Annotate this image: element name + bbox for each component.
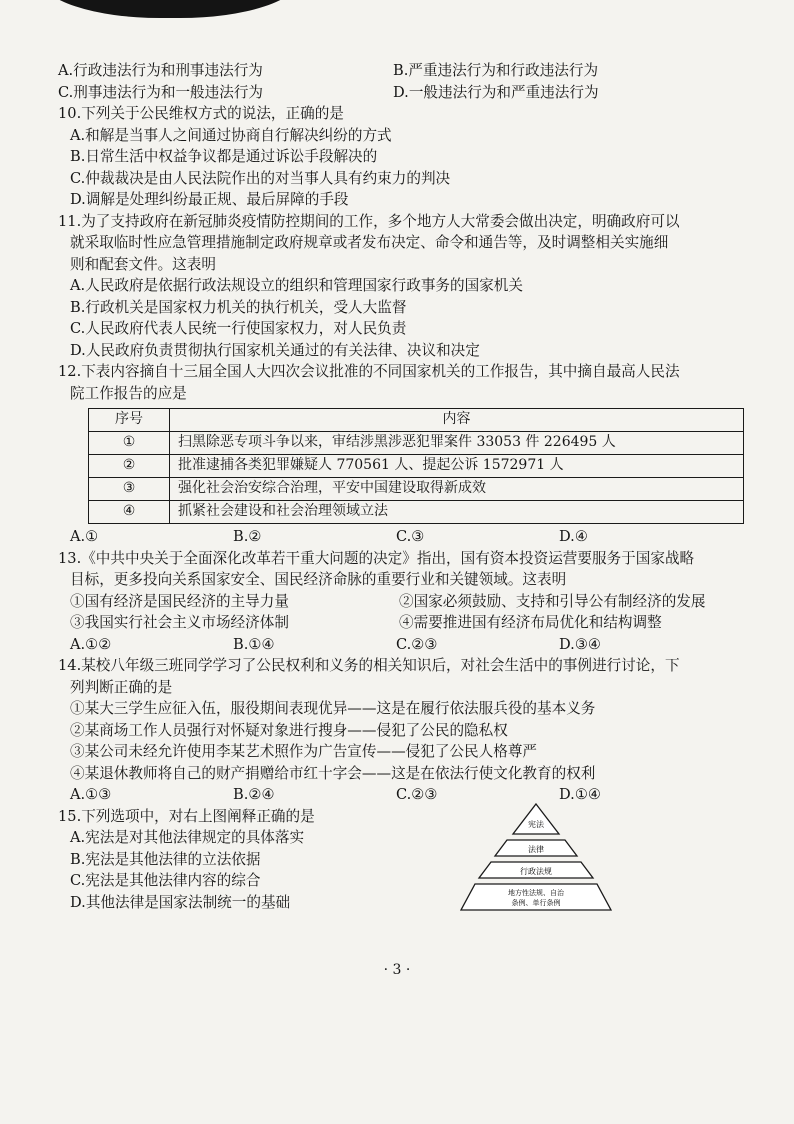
q14-item-4: ④某退休教师将自己的财产捐赠给市红十字会——这是在依法行使文化教育的权利: [70, 764, 596, 782]
q14-option-a: A.①③: [70, 786, 112, 803]
q14-item-2: ②某商场工作人员强行对怀疑对象进行搜身——侵犯了公民的隐私权: [70, 721, 508, 739]
table-cell-no: ③: [89, 478, 170, 501]
pyramid-label-local-regulations-2: 条例、单行条例: [511, 898, 561, 907]
q13-items-row2: [58, 612, 728, 634]
q10-option-a: A.和解是当事人之间通过协商自行解决纠纷的方式: [70, 126, 392, 144]
q13-item-1: ①国有经济是国民经济的主导力量: [70, 592, 289, 610]
q12-option-c: C.③: [396, 528, 425, 545]
q14-item-1: ①某大三学生应征入伍，服役期间表现优异——这是在履行依法服兵役的基本义务: [70, 700, 596, 717]
table-cell-content: 抓紧社会建设和社会治理领域立法: [170, 501, 744, 524]
q14-options: [58, 784, 728, 806]
q9-options-row1: [58, 60, 728, 82]
q13-option-a: A.①②: [70, 635, 112, 653]
table-row: [89, 478, 744, 501]
q12-options: [58, 526, 728, 548]
q14-stem-line2: 列判断正确的是: [70, 678, 173, 696]
q13-items-row1: [58, 591, 728, 613]
q11-option-a: A.人民政府是依据行政法规设立的组织和管理国家行政事务的国家机关: [70, 277, 523, 294]
q10-stem: 10.下列关于公民维权方式的说法，正确的是: [58, 105, 344, 122]
q10-option-d: D.调解是处理纠纷最正规、最后屏障的手段: [70, 191, 349, 208]
q12-stem-line1: 12.下表内容摘自十三届全国人大四次会议批准的不同国家机关的工作报告，其中摘自最高人民法: [58, 363, 680, 380]
q14-item-3: ③某公司未经允许使用李某艺术照作为广告宣传——侵犯了公民人格尊严: [70, 743, 538, 760]
table-row: [89, 432, 744, 455]
q15-option-a: A.宪法是对其他法律规定的具体落实: [70, 829, 305, 846]
table-header-no: 序号: [89, 409, 170, 432]
q12-option-d: D.④: [559, 528, 588, 545]
q13-options: [58, 634, 728, 656]
q11-option-d: D.人民政府负责贯彻执行国家机关通过的有关法律、决议和决定: [70, 341, 480, 359]
legal-hierarchy-pyramid: [446, 802, 626, 914]
q13-option-b: B.①④: [233, 635, 275, 653]
table-row: [89, 501, 744, 524]
q15-option-b: B.宪法是其他法律的立法依据: [70, 850, 261, 868]
q14-option-b: B.②④: [233, 786, 275, 803]
q9-option-c: C.刑事违法行为和一般违法行为: [58, 83, 264, 101]
q15-stem: 15.下列选项中，对右上图阐释正确的是: [58, 807, 315, 825]
q13-item-4: ④需要推进国有经济布局优化和结构调整: [399, 614, 662, 631]
exam-page: [58, 60, 728, 912]
q14-option-c: C.②③: [396, 786, 438, 803]
q11-option-b: B.行政机关是国家权力机关的执行机关，受人大监督: [70, 298, 407, 316]
q13-option-d: D.③④: [559, 635, 601, 653]
pyramid-level-1: [513, 804, 559, 834]
pyramid-label-constitution: 宪法: [528, 819, 544, 829]
q10-option-b: B.日常生活中权益争议都是通过诉讼手段解决的: [70, 148, 378, 165]
q15-block: [58, 806, 728, 912]
table-header-content: 内容: [170, 409, 744, 432]
q14-stem-line1: 14.某校八年级三班同学学习了公民权利和义务的相关知识后，对社会生活中的事例进行讨论，下: [58, 657, 680, 674]
q13-stem-line1: 13.《中共中央关于全面深化改革若干重大问题的决定》指出，国有资本投资运营要服务于国家战略: [58, 549, 695, 567]
pyramid-label-local-regulations-1: 地方性法规、自治: [508, 888, 564, 897]
table-cell-no: ④: [89, 501, 170, 524]
pyramid-label-law: 法律: [528, 844, 544, 854]
q9-option-b: B.严重违法行为和行政违法行为: [393, 62, 599, 79]
q13-stem-line2: 目标，更多投向关系国家安全、国民经济命脉的重要行业和关键领域。这表明: [70, 571, 567, 588]
scan-shadow: [40, 0, 300, 18]
q14-option-d: D.①④: [559, 786, 601, 803]
q9-options-row2: [58, 82, 728, 104]
table-header-row: [89, 409, 744, 432]
q11-option-c: C.人民政府代表人民统一行使国家权力，对人民负责: [70, 320, 407, 337]
q15-option-d: D.其他法律是国家法制统一的基础: [70, 893, 291, 911]
q13-item-2: ②国家必须鼓励、支持和引导公有制经济的发展: [399, 592, 706, 610]
pyramid-label-admin-regulations: 行政法规: [520, 866, 552, 876]
page-number: · 3 ·: [383, 962, 411, 978]
q9-option-d: D.一般违法行为和严重违法行为: [393, 83, 599, 101]
table-cell-no: ①: [89, 432, 170, 455]
table-row: [89, 455, 744, 478]
q11-stem-line1: 11.为了支持政府在新冠肺炎疫情防控期间的工作，多个地方人大常委会做出决定，明确政府可以: [58, 212, 680, 230]
q11-stem-line3: 则和配套文件。这表明: [70, 255, 216, 273]
table-cell-content: 强化社会治安综合治理，平安中国建设取得新成效: [170, 478, 744, 501]
table-cell-content: 批准逮捕各类犯罪嫌疑人 770561 人、提起公诉 1572971 人: [170, 455, 744, 478]
q13-item-3: ③我国实行社会主义市场经济体制: [70, 614, 289, 631]
q12-table: [88, 408, 744, 524]
q9-option-a: A.行政违法行为和刑事违法行为: [58, 62, 263, 79]
q12-stem-line2: 院工作报告的应是: [70, 384, 187, 402]
table-cell-content: 扫黑除恶专项斗争以来，审结涉黑涉恶犯罪案件 33053 件 226495 人: [170, 432, 744, 455]
q15-option-c: C.宪法是其他法律内容的综合: [70, 872, 261, 889]
q12-option-b: B.②: [233, 528, 262, 545]
q12-option-a: A.①: [70, 528, 99, 545]
q10-option-c: C.仲裁裁决是由人民法院作出的对当事人具有约束力的判决: [70, 169, 451, 187]
q11-stem-line2: 就采取临时性应急管理措施制定政府规章或者发布决定、命令和通告等，及时调整相关实施细: [70, 234, 669, 251]
table-cell-no: ②: [89, 455, 170, 478]
q13-option-c: C.②③: [396, 635, 438, 653]
